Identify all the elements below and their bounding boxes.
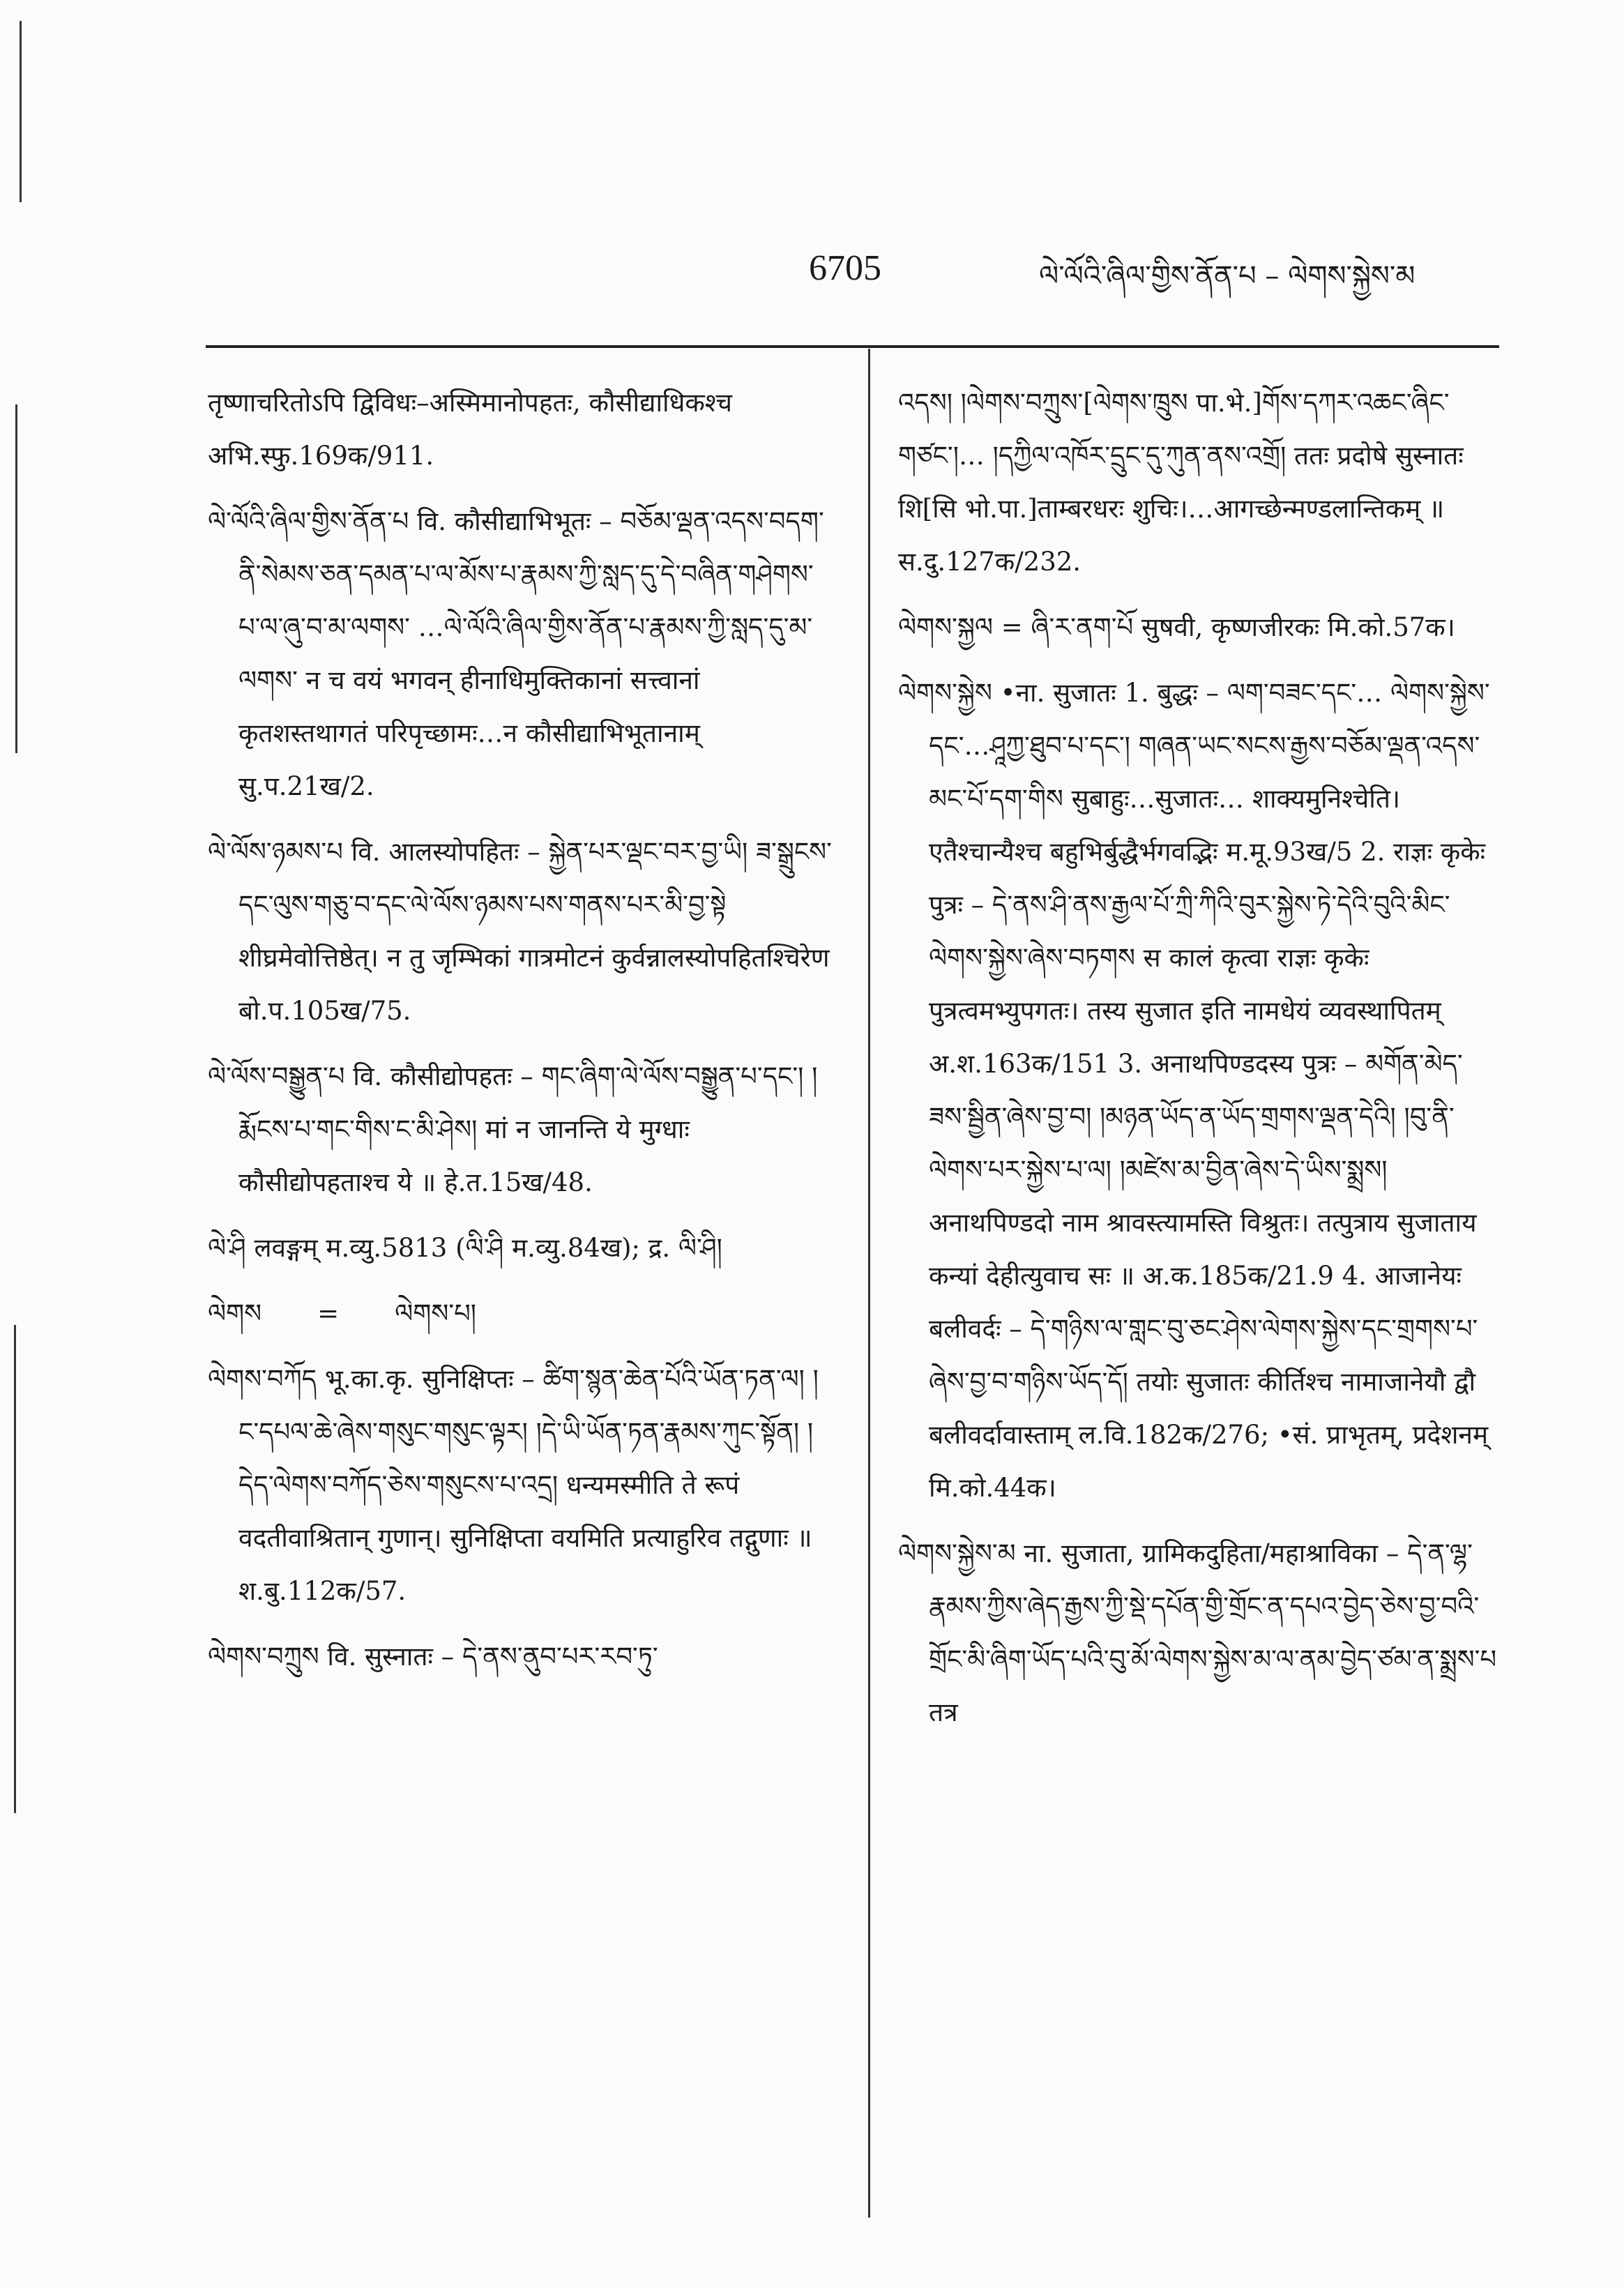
- dictionary-entry: འདས། །ལེགས་བཀྲུས་[ལེགས་ཁྲུས पा.भे.]གོས་དཀར་འཆང་ཞིང་གཙང་།… །དཀྱིལ་འཁོར་དྲུང་དུ་ཀུན་ནས་འགྲོ། ततः प्रदोषे सुस्नातः शि[सि भो.पा.]ताम्बरधरः शुचिः।…आगच्छेन्मण्डलान्तिकम् ॥ स.दु.127क/232.: [898, 388, 1464, 577]
- left-column: [208, 377, 835, 1696]
- dictionary-entry: ལེགས་སྐྱེས •ना. सुजातः 1. बुद्धः – ལག་བཟང་དང་… ལེགས་སྐྱེས་དང་…ཤཱཀྱ་ཐུབ་པ་དང་། གཞན་ཡང་སངས་རྒྱས་བཅོམ་ལྡན་འདས་མང་པོ་དག་གིས सुबाहुः…सुजातः… शाक्यमुनिश्चेति। एतैश्चान्यैश्च बहुभिर्बुद्धैर्भगवद्भिः म.मू.93ख/5 2. राज्ञः कृकेः पुत्रः – དེ་ནས་ཤི་ནས་རྒྱལ་པོ་ཀྲི་ཀིའི་བུར་སྐྱེས་ཏེ་དེའི་བུའི་མིང་ལེགས་སྐྱེས་ཞེས་བཏགས स कालं कृत्वा राज्ञः कृकेः पुत्रत्वमभ्युपगतः। तस्य सुजात इति नामधेयं व्यवस्थापितम् अ.श.163क/151 3. अनाथपिण्डदस्य पुत्रः – མགོན་མེད་ཟས་སྦྱིན་ཞེས་བྱ་བ། །མཉན་ཡོད་ན་ཡོད་གྲགས་ལྡན་དེའི། །བུ་ནི་ལེགས་པར་སྐྱེས་པ་ལ། །མཛེས་མ་བྱིན་ཞེས་དེ་ཡིས་སྨྲས། अनाथपिण्डदो नाम श्रावस्त्यामस्ति विश्रुतः। तत्पुत्राय सुजाताय कन्यां देहीत्युवाच सः ॥ अ.क.185क/21.9 4. आजानेयः बलीवर्दः – དེ་གཉིས་ལ་གླང་བུ་ཅང་ཤེས་ལེགས་སྐྱེས་དང་གྲགས་པ་ཞེས་བྱ་བ་གཉིས་ཡོད་དོ། तयोः सुजातः कीर्तिश्च नामाजानेयौ द्वौ बलीवर्दावास्ताम् ल.वि.182क/276; •सं. प्राभृतम्, प्रदेशनम् मि.को.44क।: [898, 678, 1490, 1503]
- column-divider: [868, 349, 870, 2218]
- header-rule: [206, 345, 1499, 348]
- dictionary-entry: ལེ་ཤི लवङ्गम् म.व्यु.5813 (ལི་ཤི म.व्यु.84ख); द्र. ལི་ཤི།: [208, 1233, 722, 1263]
- dictionary-entry: ལེ་ལོས་ཉམས་པ वि. आलस्योपहितः – སྐྱེན་པར་ལྡང་བར་བྱ་ཡི། ཟ་སྒྲུངས་དང་ལུས་གཅུ་བ་དང་ལེ་ལོས་ཉམས་པས་གནས་པར་མི་བྱ་སྟེ शीघ्रमेवोत्तिष्ठेत्। न तु जृम्भिकां गात्रमोटनं कुर्वन्नालस्योपहितश्चिरेण बो.प.105ख/75.: [208, 837, 832, 1026]
- dictionary-entry: ལེ་ལོའི་ཞིལ་གྱིས་ནོན་པ वि. कौसीद्याभिभूतः – བཅོམ་ལྡན་འདས་བདག་ནི་སེམས་ཅན་དམན་པ་ལ་མོས་པ་རྣམས་ཀྱི་སླད་དུ་དེ་བཞིན་གཤེགས་པ་ལ་ཞུ་བ་མ་ལགས་ …ལེ་ལོའི་ཞིལ་གྱིས་ནོན་པ་རྣམས་ཀྱི་སླད་དུ་མ་ལགས་ न च वयं भगवन् हीनाधिमुक्तिकानां सत्त्वानां कृतशस्तथागतं परिपृच्छामः…न कौसीद्याभिभूतानाम् सु.प.21ख/2.: [208, 506, 824, 801]
- dictionary-entry: तृष्णाचरितोऽपि द्विविधः–अस्मिमानोपहतः, कौसीद्याधिकश्च अभि.स्फु.169क/911.: [208, 388, 733, 471]
- cross-reference: ལེགས་པ།: [395, 1298, 477, 1328]
- dictionary-entry: ལེགས་བཀྲུས वि. सुस्नातः – དེ་ནས་ནུབ་པར་རབ་ཏུ་: [208, 1642, 658, 1672]
- page-number: 6705: [809, 248, 881, 288]
- margin-mark: [15, 404, 17, 753]
- dictionary-entry: ལེགས་བཀོད भू.का.कृ. सुनिक्षिप्तः – ཚིག་སྙན་ཆེན་པོའི་ཡོན་ཏན་ལ། །ང་དཔལ་ཆེ་ཞེས་གསུང་གསུང་ལྟར། །དེ་ཡི་ཡོན་ཏན་རྣམས་ཀུང་སྟོན། །དེད་ལེགས་བཀོད་ཅེས་གསུངས་པ་འདྲ། धन्यमस्मीति ते रूपं वदतीवाश्रितान् गुणान्। सुनिक्षिप्ता वयमिति प्रत्याहुरिव तद्गुणाः ॥ श.बु.112क/57.: [208, 1364, 819, 1606]
- margin-mark: [20, 21, 22, 202]
- dictionary-entry: ལེ་ལོས་བསྒྱུན་པ वि. कौसीद्योपहतः – གང་ཞིག་ལེ་ལོས་བསྒྱུན་པ་དང་། །རྨོངས་པ་གང་གིས་ང་མི་ཤེས། मां न जानन्ति ये मुग्धाः कौसीद्योपहताश्च ये ॥ हे.त.15ख/48.: [208, 1061, 818, 1197]
- dictionary-entry: ལེགས = ལེགས་པ།: [208, 1298, 477, 1328]
- margin-mark: [14, 1325, 16, 1813]
- equals-sign: =: [317, 1298, 340, 1328]
- dictionary-entry: ལེགས་སྐྱལ = ཞི་ར་ནག་པོ सुषवी, कृष्णजीरकः मि.को.57क।: [898, 612, 1455, 642]
- dictionary-entry: ལེགས་སྐྱེས་མ ना. सुजाता, ग्रामिकदुहिता/महाश्राविका – དེ་ན་ལྷ་རྣམས་ཀྱིས་ཞེད་རྒྱས་ཀྱི་སྡེ་དཔོན་གྱི་གྲོང་ན་དཔའ་བྱེད་ཅེས་བྱ་བའི་གྲོང་མི་ཞིག་ཡོད་པའི་བུ་མོ་ལེགས་སྐྱེས་མ་ལ་ནམ་བྱེད་ཙམ་ན་སྨྲས་པ तत्र: [898, 1538, 1497, 1727]
- right-column: [898, 377, 1498, 1752]
- running-head: ལེ་ལོའི་ཞིལ་གྱིས་ནོན་པ – ལེགས་སྐྱེས་མ: [1039, 260, 1416, 292]
